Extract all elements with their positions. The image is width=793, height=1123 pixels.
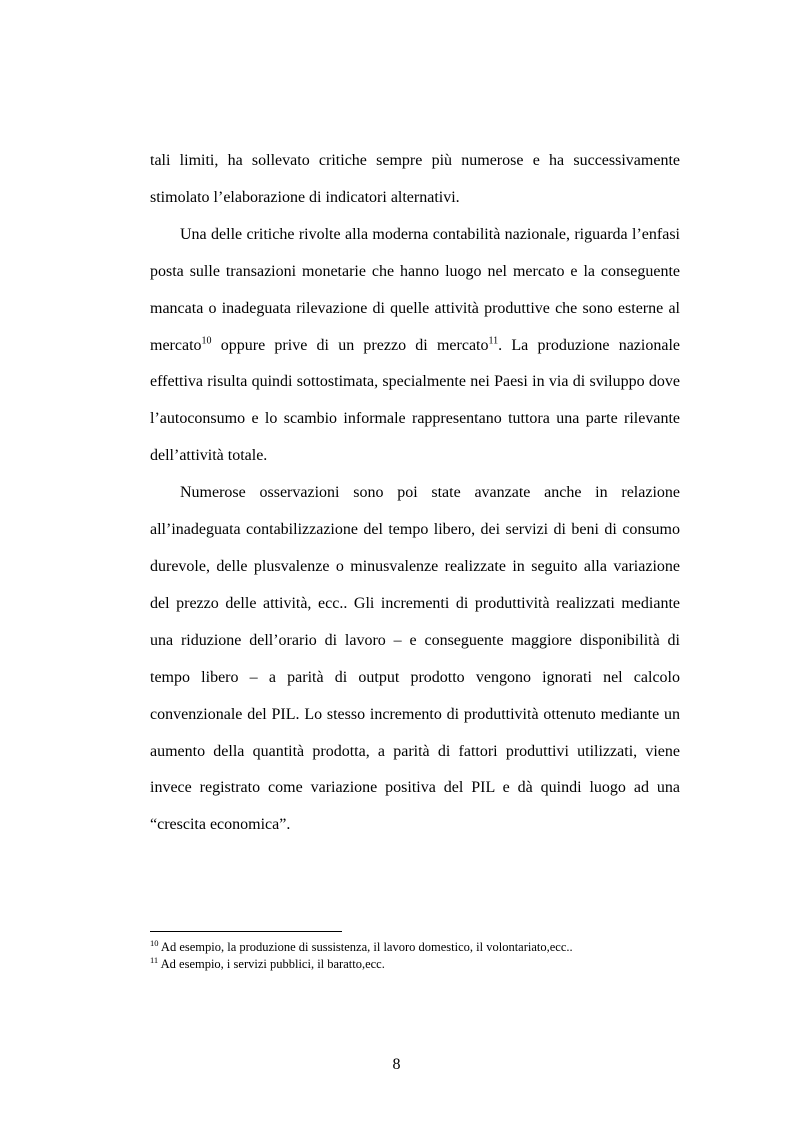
paragraph-2-part-a: Una delle critiche rivolte alla moderna contabilità nazionale, riguarda l’enfasi posta sulle transazioni monetarie che hanno luogo nel mercato e la conseguente mancata o inadeguata rilevazione di quelle attività produttive che sono esterne al mercato xyxy=(150,225,680,354)
footnote-number: 11 xyxy=(150,954,159,965)
footnote-10 xyxy=(150,939,680,956)
footnotes xyxy=(150,939,680,973)
body-text xyxy=(150,143,680,844)
footnote-text: Ad esempio, la produzione di sussistenza, il lavoro domestico, il volontariato,ecc.. xyxy=(158,940,573,954)
paragraph-3: Numerose osservazioni sono poi state avanzate anche in relazione all’inadeguata contabilizzazione del tempo libero, dei servizi di beni di consumo durevole, delle plusvalenze o minusvalenze realizzate in seguito alla variazione del prezzo delle attività, ecc.. Gli incrementi di produttività realizzati mediante una riduzione dell’orario di lavoro – e conseguente maggiore disponibilità di tempo libero – a parità di output prodotto vengono ignorati nel calcolo convenzionale del PIL. Lo stesso incremento di produttività ottenuto mediante un aumento della quantità prodotta, a parità di fattori produttivi utilizzati, viene invece registrato come variazione positiva del PIL e dà quindi luogo ad una “crescita economica”. xyxy=(150,484,680,834)
paragraph-1: tali limiti, ha sollevato critiche sempre più numerose e ha successivamente stimolato l’elaborazione di indicatori alternativi. xyxy=(150,152,680,206)
paragraph-2 xyxy=(150,217,680,475)
footnote-ref-11: 11 xyxy=(488,335,499,347)
footnote-number: 10 xyxy=(150,937,159,948)
paragraph-2-part-b: oppure prive di un prezzo di mercato xyxy=(211,336,489,354)
page-number: 8 xyxy=(392,1056,401,1073)
paragraph-2-part-c: . La produzione nazionale effettiva risulta quindi sottostimata, specialmente nei Paesi in via di sviluppo dove l’autoconsumo e lo scambio informale rappresentano tuttora una parte rilevante dell’attività totale. xyxy=(150,336,680,465)
footnote-separator xyxy=(150,931,342,932)
footnote-text: Ad esempio, i servizi pubblici, il baratto,ecc. xyxy=(158,957,385,971)
footnote-11 xyxy=(150,956,680,973)
footnote-ref-10: 10 xyxy=(201,335,212,347)
